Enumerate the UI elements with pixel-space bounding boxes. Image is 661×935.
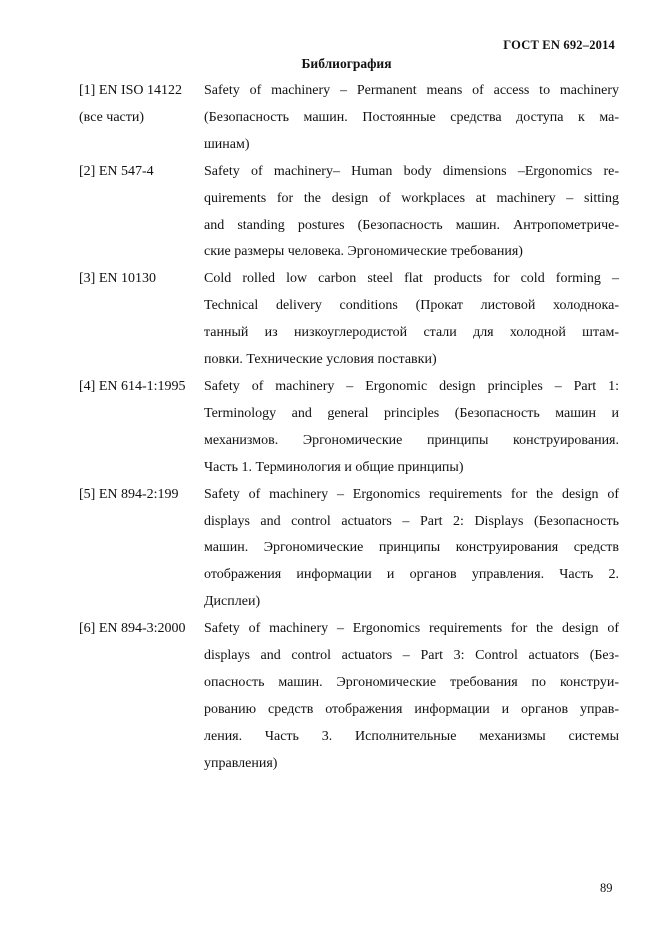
entry-reference: [3] EN 10130: [79, 271, 156, 287]
bibliography-entry: [79, 78, 619, 159]
entry-line: управления): [204, 755, 278, 771]
entry-line: Cold rolled low carbon steel flat products for cold forming –: [204, 271, 619, 287]
bibliography-entry: [79, 159, 619, 267]
entry-line: повки. Технические условия поставки): [204, 352, 437, 368]
entry-reference: [2] EN 547-4: [79, 163, 154, 179]
entry-line: ские размеры человека. Эргономические требования): [204, 244, 523, 260]
entry-line: Safety of machinery – Ergonomic design principles – Part 1:: [204, 378, 619, 394]
page-number: 89: [600, 881, 613, 895]
entry-reference: [6] EN 894-3:2000: [79, 621, 186, 637]
bibliography-entry: [79, 374, 619, 482]
entry-line: ления. Часть 3. Исполнительные механизмы системы: [204, 728, 619, 744]
document-code: ГОСТ EN 692–2014: [503, 38, 615, 52]
entry-line: шинам): [204, 136, 250, 152]
entry-line: Technical delivery conditions (Прокат листовой холоднока-: [204, 298, 619, 314]
entry-text: [204, 482, 619, 617]
entry-text: [204, 616, 619, 777]
entry-line: displays and control actuators – Part 3: Control actuators (Без-: [204, 648, 619, 664]
entry-reference: [5] EN 894-2:199: [79, 486, 179, 502]
bibliography-entry: [79, 266, 619, 374]
entry-text: [204, 374, 619, 482]
entry-text: [204, 78, 619, 159]
entry-line: (Безопасность машин. Постоянные средства доступа к ма-: [204, 109, 619, 125]
entry-line: рованию средств отображения информации и органов управ-: [204, 701, 619, 717]
entry-line: Safety of machinery – Ergonomics requirements for the design of: [204, 621, 619, 637]
entry-line: quirements for the design of workplaces at machinery – sitting: [204, 190, 619, 206]
entry-text: [204, 159, 619, 267]
bibliography-entry: [79, 616, 619, 777]
entry-text: [204, 266, 619, 374]
entry-line: and standing postures (Безопасность машин. Антропометриче-: [204, 217, 619, 233]
entry-line: Safety of machinery– Human body dimensions –Ergonomics re-: [204, 163, 619, 179]
entry-line: displays and control actuators – Part 2: Displays (Безопасность: [204, 513, 619, 529]
entry-line: Safety of machinery – Ergonomics requirements for the design of: [204, 486, 619, 502]
entry-reference: [4] EN 614-1:1995: [79, 378, 186, 394]
entry-line: Дисплеи): [204, 594, 261, 610]
entry-line: Часть 1. Терминология и общие принципы): [204, 459, 464, 475]
entry-reference: [1] EN ISO 14122 (все части): [79, 83, 183, 125]
entry-line: Safety of machinery – Permanent means of access to machinery: [204, 83, 619, 98]
entry-line: танный из низкоуглеродистой стали для холодной штам-: [204, 325, 619, 341]
entry-line: механизмов. Эргономические принципы конструирования.: [204, 432, 619, 448]
bibliography-entry: [79, 482, 619, 617]
bibliography-list: [79, 78, 619, 778]
entry-line: Terminology and general principles (Безопасность машин и: [204, 405, 619, 421]
entry-line: машин. Эргономические принципы конструирования средств: [204, 540, 619, 556]
entry-line: отображения информации и органов управления. Часть 2.: [204, 567, 619, 583]
entry-line: опасность машин. Эргономические требования по конструи-: [204, 674, 619, 690]
page-title: Библиография: [301, 56, 392, 71]
